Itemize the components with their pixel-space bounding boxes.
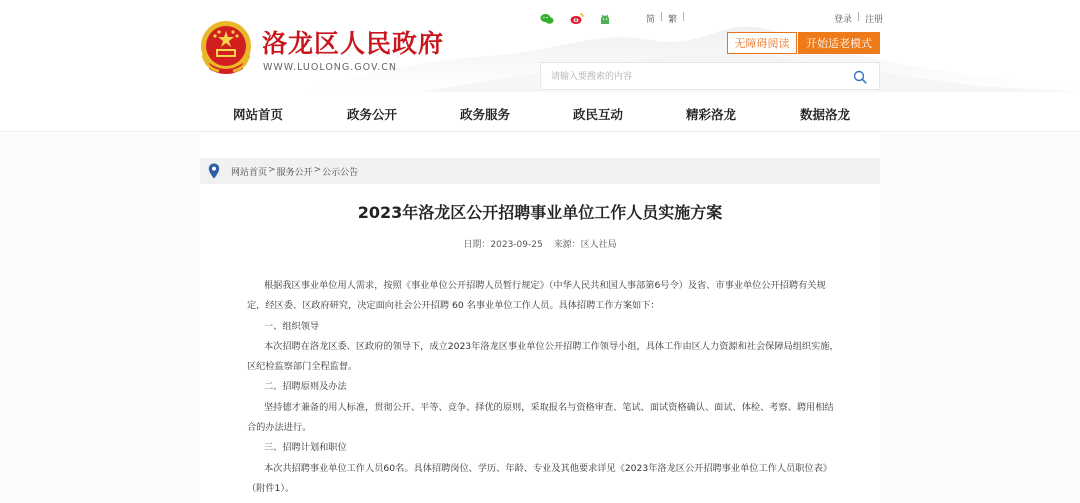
accessibility-button[interactable]: 无障碍阅读 (727, 32, 797, 54)
elder-mode-button[interactable]: 开始适老模式 (798, 32, 880, 54)
paragraph-line: 根据我区事业单位用人需求，按照《事业单位公开招聘人员暂行规定》（中华人民共和国人事部第6号令）及省、市事业单位公开招聘有关规 (264, 280, 826, 291)
date-value: 2023-09-25 (490, 240, 543, 250)
article-meta (200, 237, 880, 250)
paragraph-line: 合的办法进行。 (247, 422, 312, 434)
nav-item-interaction[interactable]: 政民互动 (573, 107, 624, 122)
register-link[interactable]: 注册 (865, 15, 884, 25)
article-body (247, 276, 847, 499)
source-label: 来源： (553, 240, 581, 250)
divider: | (660, 12, 664, 22)
date-label: 日期： (463, 240, 491, 250)
breadcrumb-service[interactable]: 服务公开 (276, 168, 313, 178)
nav-item-gov-services[interactable]: 政务服务 (460, 107, 511, 122)
simplified-link[interactable]: 简 (646, 15, 656, 25)
traditional-link[interactable]: 繁 (668, 15, 678, 25)
app-icon[interactable] (598, 13, 612, 25)
source-value: 区人社局 (580, 240, 617, 250)
source-group (554, 240, 617, 250)
search-box (540, 62, 880, 90)
main-nav (0, 92, 1080, 132)
paragraph-line: （附件1）。 (247, 482, 295, 494)
breadcrumb-home[interactable]: 网站首页 (231, 168, 268, 178)
breadcrumb-separator: > (313, 165, 322, 175)
date-group (463, 240, 542, 250)
site-header (0, 0, 1080, 92)
paragraph-line: 区纪检监察部门全程监督。 (247, 361, 358, 373)
nav-item-luolong[interactable]: 精彩洛龙 (686, 107, 737, 122)
divider: | (682, 12, 686, 22)
paragraph-line: 坚持德才兼备的用人标准，贯彻公开、平等、竞争、择优的原则，采取报名与资格审查、笔试、面试资格确认、面试、体检、考察、聘用相结 (264, 401, 834, 413)
breadcrumb-notice[interactable]: 公示公告 (322, 168, 359, 178)
breadcrumb-trail (231, 165, 358, 178)
wechat-icon[interactable] (540, 13, 554, 25)
location-pin-icon (208, 163, 220, 179)
paragraph-line: 本次共招聘事业单位工作人员60名。具体招聘岗位、学历、年龄、专业及其他要求详见《2023年洛龙区公开招聘事业单位工作人员职位表》 (264, 462, 832, 474)
nav-item-home[interactable]: 网站首页 (233, 107, 284, 122)
section-heading: 一、组织领导 (264, 320, 320, 332)
national-emblem-icon (199, 19, 253, 77)
search-input[interactable] (551, 69, 841, 85)
nav-item-data[interactable]: 数据洛龙 (800, 107, 851, 122)
section-heading: 三、招聘计划和职位 (264, 442, 347, 454)
site-title[interactable]: 洛龙区人民政府 (262, 29, 445, 58)
section-heading: 二、招聘原则及办法 (264, 381, 347, 393)
divider: | (857, 12, 861, 22)
auth-links (834, 12, 883, 25)
paragraph-line: 定，经区委、区政府研究，决定面向社会公开招聘 60 名事业单位工作人员。具体招聘工作方案如下： (247, 300, 660, 312)
login-link[interactable]: 登录 (834, 15, 853, 25)
breadcrumb-separator: > (268, 165, 276, 175)
article-title: 2023年洛龙区公开招聘事业单位工作人员实施方案 (357, 203, 723, 222)
language-switch (646, 12, 685, 25)
search-icon[interactable] (853, 70, 867, 84)
paragraph-line: 本次招聘在洛龙区委、区政府的领导下，成立2023年洛龙区事业单位公开招聘工作领导小组，具体工作由区人力资源和社会保障局组织实施， (264, 340, 839, 352)
breadcrumb (200, 158, 880, 184)
site-url: WWW.LUOLONG.GOV.CN (263, 62, 397, 73)
nav-item-gov-affairs[interactable]: 政务公开 (347, 107, 398, 122)
weibo-icon[interactable] (570, 13, 584, 25)
